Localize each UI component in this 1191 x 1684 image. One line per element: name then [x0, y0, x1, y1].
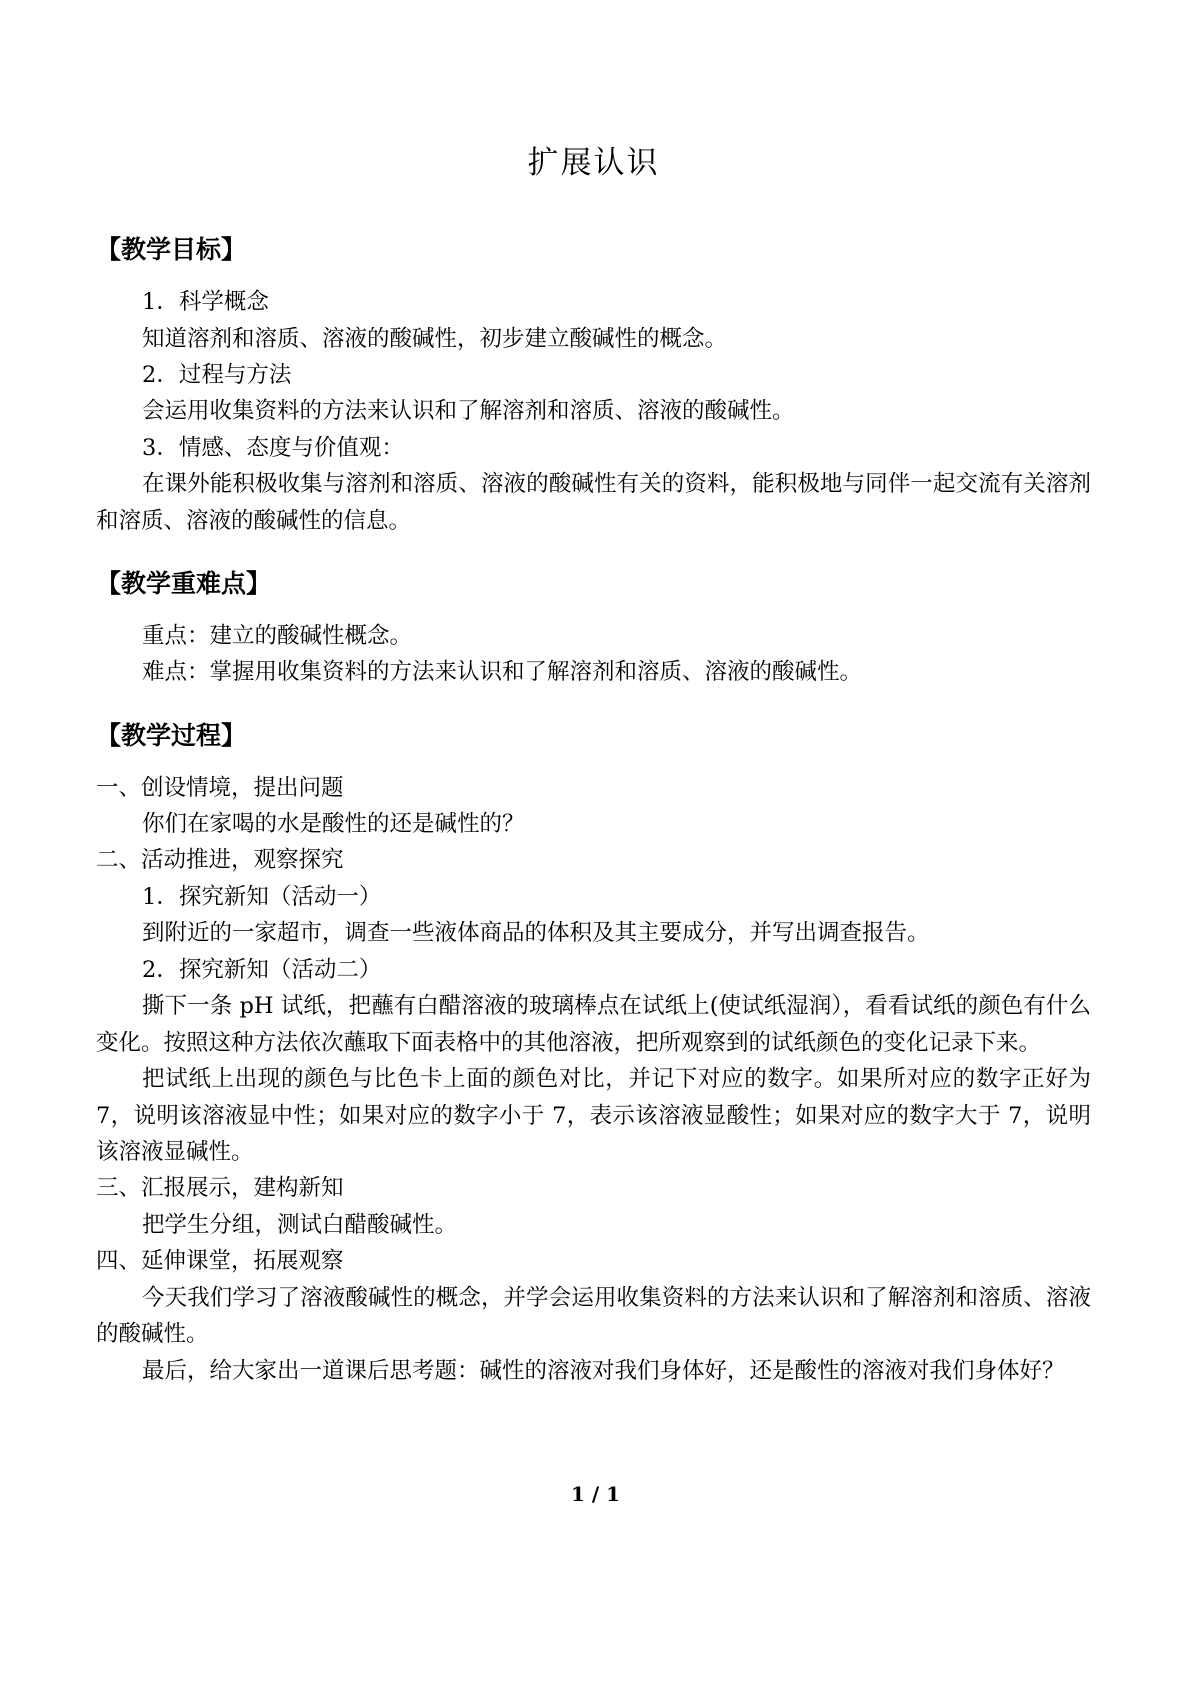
spacer: [96, 756, 1091, 770]
spacer: [96, 691, 1091, 717]
process-step-body: 把学生分组，测试白醋酸碱性。: [142, 1211, 458, 1238]
objective-item: 3．情感、态度与价值观：: [142, 434, 404, 461]
page-footer: 1 / 1: [570, 1482, 621, 1506]
objective-item: 2．过程与方法: [142, 362, 292, 389]
objective-item: 在课外能积极收集与溶剂和溶质、溶液的酸碱性有关的资料，能积极地与同伴一起交流有关溶剂和溶质、溶液的酸碱性的信息。: [96, 471, 1091, 534]
spacer: [96, 185, 1091, 231]
spacer: [96, 539, 1091, 565]
objective-item: 会运用收集资料的方法来认识和了解溶剂和溶质、溶液的酸碱性。: [142, 398, 795, 425]
section-heading-key-points: 【教学重难点】: [96, 569, 272, 599]
process-step-body: 撕下一条 pH 试纸，把蘸有白醋溶液的玻璃棒点在试纸上(使试纸湿润），看看试纸的颜色有什么变化。按照这种方法依次蘸取下面表格中的其他溶液，把所观察到的试纸颜色的变化记录下来。: [96, 993, 1091, 1056]
process-step-body: 到附近的一家超市，调查一些液体商品的体积及其主要成分，并写出调查报告。: [142, 920, 930, 947]
objective-item: 1．科学概念: [142, 289, 269, 316]
process-step-body: 2．探究新知（活动二）: [142, 956, 382, 983]
process-step-body: 你们在家喝的水是酸性的还是碱性的？: [142, 811, 525, 838]
process-step-label: 四、延伸课堂，拓展观察: [96, 1248, 344, 1275]
process-step-body: 今天我们学习了溶液酸碱性的概念，并学会运用收集资料的方法来认识和了解溶剂和溶质、溶液的酸碱性。: [96, 1284, 1091, 1348]
objective-item: 知道溶剂和溶质、溶液的酸碱性，初步建立酸碱性的概念。: [142, 325, 728, 352]
process-step-label: 二、活动推进，观察探究: [96, 847, 344, 874]
process-step-body: 把试纸上出现的颜色与比色卡上面的颜色对比，并记下对应的数字。如果所对应的数字正好为 7，说明该溶液显中性；如果对应的数字小于 7，表示该溶液显酸性；如果对应的数字大于 7，说明该溶液显碱性。: [96, 1066, 1091, 1165]
key-point-item: 难点：掌握用收集资料的方法来认识和了解溶剂和溶质、溶液的酸碱性。: [142, 659, 863, 686]
process-step-label: 三、汇报展示，建构新知: [96, 1175, 344, 1202]
process-step-body: 1．探究新知（活动一）: [142, 883, 382, 910]
page-title: 扩展认识: [527, 145, 660, 181]
process-step-label: 一、创设情境，提出问题: [96, 774, 344, 801]
section-heading-process: 【教学过程】: [96, 720, 247, 750]
spacer: [96, 604, 1091, 618]
section-heading-objectives: 【教学目标】: [96, 235, 247, 265]
process-step-body: 最后，给大家出一道课后思考题：碱性的溶液对我们身体好，还是酸性的溶液对我们身体好？: [142, 1357, 1065, 1384]
spacer: [96, 270, 1091, 284]
key-point-item: 重点：建立的酸碱性概念。: [142, 622, 413, 649]
